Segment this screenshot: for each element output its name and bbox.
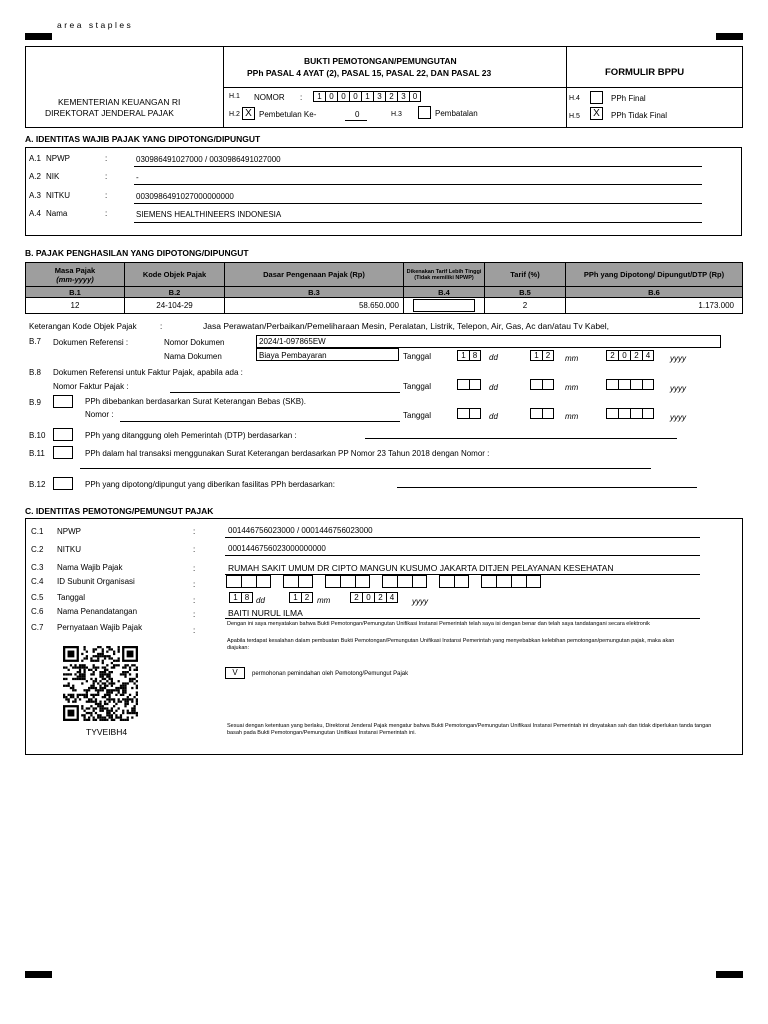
cell-pph: 1.173.000 — [566, 298, 743, 314]
c7-code: C.7 — [31, 623, 44, 632]
digit-cell: 2 — [374, 592, 386, 603]
b8-month-cells — [530, 379, 554, 390]
h4-code: H.4 — [569, 95, 580, 102]
pph-tidak-final-checkbox[interactable]: X — [590, 107, 603, 120]
ket-kode-separator: : — [160, 322, 163, 331]
tax-table — [25, 262, 743, 314]
digit-cell — [469, 408, 481, 419]
c2-separator: : — [193, 545, 196, 554]
b9-label: PPh dibebankan berdasarkan Surat Keterangan Bebas (SKB). — [85, 397, 307, 406]
c1-code: C.1 — [31, 527, 44, 536]
c6-separator: : — [193, 610, 196, 619]
a3-label: NITKU — [46, 191, 70, 200]
digit-cell: 4 — [386, 592, 398, 603]
header-divider-mid — [223, 87, 743, 88]
nomor-label: NOMOR — [254, 93, 285, 102]
code-b6: B.6 — [566, 287, 743, 298]
a3-nitku-value: 0030986491027000000000 — [136, 192, 234, 201]
digit-cell — [530, 379, 542, 390]
cell-tarif-lebih-tinggi — [404, 298, 485, 314]
b7-year-cells — [606, 350, 654, 361]
b7-dd-label: dd — [489, 353, 498, 362]
digit-cell: 2 — [542, 350, 554, 361]
b7-yyyy-label: yyyy — [670, 354, 686, 363]
c1-label: NPWP — [57, 527, 81, 536]
subunit-cell[interactable] — [355, 575, 370, 588]
digit-cell: 0 — [409, 91, 421, 102]
a4-code: A.4 — [29, 209, 42, 218]
a2-code: A.2 — [29, 172, 42, 181]
digit-cell: 2 — [301, 592, 313, 603]
c2-label: NITKU — [57, 545, 81, 554]
digit-cell: 8 — [241, 592, 253, 603]
digit-cell: 1 — [229, 592, 241, 603]
h5-code: H.5 — [569, 113, 580, 120]
th-pph: PPh yang Dipotong/ Dipungut/DTP (Rp) — [566, 263, 743, 287]
b12-label: PPh yang dipotong/dipungut yang diberikan fasilitas PPh berdasarkan: — [85, 480, 335, 489]
b9-nomor-underline — [120, 421, 400, 422]
b8-tanggal-label: Tanggal — [403, 382, 432, 391]
ket-kode-label: Keterangan Kode Objek Pajak — [29, 322, 137, 331]
c4-label: ID Subunit Organisasi — [57, 577, 135, 586]
h2-code: H.2 — [229, 111, 240, 118]
section-b-title: B. PAJAK PENGHASILAN YANG DIPOTONG/DIPUNGUT — [25, 248, 249, 258]
c3-name-value: RUMAH SAKIT UMUM DR CIPTO MANGUN KUSUMO JAKARTA DITJEN PELAYANAN KESEHATAN — [228, 563, 614, 573]
c6-code: C.6 — [31, 607, 44, 616]
digit-cell — [618, 408, 630, 419]
digit-cell: 2 — [385, 91, 397, 102]
faktur-label: Nomor Faktur Pajak : — [53, 382, 129, 391]
c3-label: Nama Wajib Pajak — [57, 563, 123, 572]
digit-cell: 2 — [350, 592, 362, 603]
subunit-cell[interactable] — [526, 575, 541, 588]
b7-month-cells — [530, 350, 554, 361]
footer-legal-note: Sesuai dengan ketentuan yang berlaku, Direktorat Jenderal Pajak mengatur bahwa Bukti Pemotongan/Pemungutan Unifikasi Instansi Pemerintah ini dinyatakan sah dan tidak diperlukan tanda tangan basah pada Bukti Pemotongan/Pemungutan Unifikasi Instansi Pemerintah ini. — [227, 723, 712, 736]
c2-code: C.2 — [31, 545, 44, 554]
digit-cell — [457, 408, 469, 419]
digit-cell — [630, 379, 642, 390]
qr-code-icon — [63, 646, 138, 721]
staples-label: area staples — [57, 20, 134, 30]
a2-underline — [134, 184, 702, 185]
b7-code: B.7 — [29, 337, 42, 346]
a4-separator: : — [105, 209, 108, 218]
b9-code: B.9 — [29, 398, 42, 407]
subunit-cell[interactable] — [397, 575, 412, 588]
digit-cell: 0 — [325, 91, 337, 102]
nama-dokumen-value: Biaya Pembayaran — [259, 351, 327, 360]
b7-mm-label: mm — [565, 354, 579, 363]
b9-mm-label: mm — [565, 412, 579, 421]
document-title-line1: BUKTI PEMOTONGAN/PEMUNGUTAN — [304, 56, 457, 66]
b9-yyyy-label: yyyy — [670, 413, 686, 422]
b8-yyyy-label: yyyy — [670, 384, 686, 393]
c5-dd-label: dd — [256, 596, 265, 605]
qr-code-text: TYVEIBH4 — [86, 727, 128, 737]
subunit-cell[interactable] — [382, 575, 397, 588]
digit-cell — [457, 379, 469, 390]
subunit-cell[interactable] — [454, 575, 469, 588]
a3-separator: : — [105, 191, 108, 200]
c6-underline — [225, 618, 700, 619]
digit-cell: 2 — [630, 350, 642, 361]
b9-nomor-label: Nomor : — [85, 410, 114, 419]
digit-cell — [542, 408, 554, 419]
subunit-cell[interactable] — [226, 575, 241, 588]
b10-label: PPh yang ditanggung oleh Pemerintah (DTP) berdasarkan : — [85, 431, 297, 440]
subunit-cell[interactable] — [298, 575, 313, 588]
b9-month-cells — [530, 408, 554, 419]
b9-dd-label: dd — [489, 412, 498, 421]
subunit-cell[interactable] — [511, 575, 526, 588]
digit-cell: 1 — [361, 91, 373, 102]
code-b4: B.4 — [404, 287, 485, 298]
b10-underline — [365, 438, 677, 439]
subunit-cell[interactable] — [340, 575, 355, 588]
c4-separator: : — [193, 580, 196, 589]
b9-year-cells — [606, 408, 654, 419]
subunit-cell[interactable] — [283, 575, 298, 588]
a1-label: NPWP — [46, 154, 70, 163]
b8-mm-label: mm — [565, 383, 579, 392]
a2-separator: : — [105, 172, 108, 181]
corner-mark-bottom-right — [716, 971, 743, 978]
digit-cell: 1 — [313, 91, 325, 102]
ministry-name: KEMENTERIAN KEUANGAN RI — [58, 97, 181, 107]
b10-code: B.10 — [29, 431, 46, 440]
b9-checkbox[interactable] — [53, 395, 73, 408]
digit-cell: 0 — [349, 91, 361, 102]
a2-nik-value: - — [136, 173, 139, 182]
b9-tanggal-label: Tanggal — [403, 411, 432, 420]
subunit-cell[interactable] — [481, 575, 496, 588]
c1-separator: : — [193, 527, 196, 536]
b8-year-cells — [606, 379, 654, 390]
subunit-cell[interactable] — [241, 575, 256, 588]
c6-label: Nama Penandatangan — [57, 607, 138, 616]
pembetulan-value: 0 — [355, 110, 360, 119]
a3-code: A.3 — [29, 191, 42, 200]
code-b1: B.1 — [26, 287, 125, 298]
corner-mark-top-left — [25, 33, 52, 40]
b12-underline — [397, 487, 697, 488]
cell-masa-pajak: 12 — [26, 298, 125, 314]
corner-mark-bottom-left — [25, 971, 52, 978]
c4-subunit-cells[interactable] — [226, 575, 541, 588]
th-kode-objek: Kode Objek Pajak — [125, 263, 225, 287]
ket-kode-value: Jasa Perawatan/Perbaikan/Pemeliharaan Mesin, Peralatan, Listrik, Telepon, Air, Gas, Ac dan/atau Tv Kabel, — [203, 321, 610, 331]
b8-code: B.8 — [29, 368, 42, 377]
c6-signer-value: BAITI NURUL ILMA — [228, 608, 303, 618]
pph-final-checkbox[interactable] — [590, 91, 603, 104]
c5-code: C.5 — [31, 593, 44, 602]
section-a-title: A. IDENTITAS WAJIB PAJAK YANG DIPOTONG/DIPUNGUT — [25, 134, 261, 144]
nomor-dokumen-label: Nomor Dokumen — [164, 338, 225, 347]
digit-cell: 8 — [469, 350, 481, 361]
c4-code: C.4 — [31, 577, 44, 586]
nomor-dokumen-value: 2024/1-097865EW — [259, 337, 326, 346]
c5-month-cells — [289, 592, 313, 603]
c1-underline — [225, 537, 700, 538]
c5-year-cells — [350, 592, 398, 603]
th-masa-pajak: Masa Pajak (mm-yyyy) — [26, 263, 125, 287]
b11-code: B.11 — [29, 449, 45, 458]
digit-cell — [630, 408, 642, 419]
document-title-line2: PPh PASAL 4 AYAT (2), PASAL 15, PASAL 22, DAN PASAL 23 — [247, 68, 492, 78]
digit-cell — [642, 379, 654, 390]
subunit-cell[interactable] — [412, 575, 427, 588]
pemindahan-checkbox[interactable]: V — [225, 667, 245, 679]
pembetulan-label: Pembetulan Ke- — [259, 110, 317, 119]
digit-cell: 1 — [289, 592, 301, 603]
directorate-name: DIREKTORAT JENDERAL PAJAK — [45, 108, 174, 118]
digit-cell — [469, 379, 481, 390]
b11-underline — [80, 468, 651, 469]
c7-separator: : — [193, 626, 196, 635]
b7-label: Dokumen Referensi : — [53, 338, 129, 347]
c2-nitku-value: 0001446756023000000000 — [228, 544, 326, 553]
th-tarif: Tarif (%) — [485, 263, 566, 287]
b8-label: Dokumen Referensi untuk Faktur Pajak, apabila ada : — [53, 368, 243, 377]
digit-cell: 1 — [530, 350, 542, 361]
b12-code: B.12 — [29, 480, 46, 489]
digit-cell — [530, 408, 542, 419]
pembetulan-checkbox[interactable]: X — [242, 107, 255, 120]
pembatalan-label: Pembatalan — [435, 109, 478, 118]
digit-cell — [618, 379, 630, 390]
b7-tanggal-label: Tanggal — [403, 352, 432, 361]
c5-day-cells — [229, 592, 253, 603]
digit-cell — [606, 408, 618, 419]
a2-label: NIK — [46, 172, 60, 181]
c5-mm-label: mm — [317, 596, 331, 605]
cell-tarif: 2 — [485, 298, 566, 314]
code-b5: B.5 — [485, 287, 566, 298]
c2-underline — [225, 555, 700, 556]
subunit-cell[interactable] — [439, 575, 454, 588]
pembatalan-checkbox[interactable] — [418, 106, 431, 119]
a1-code: A.1 — [29, 154, 42, 163]
corner-mark-top-right — [716, 33, 743, 40]
subunit-cell[interactable] — [325, 575, 340, 588]
cell-kode-objek: 24-104-29 — [125, 298, 225, 314]
digit-cell: 2 — [606, 350, 618, 361]
b8-day-cells — [457, 379, 481, 390]
b8-dd-label: dd — [489, 383, 498, 392]
c3-separator: : — [193, 564, 196, 573]
nomor-digits — [313, 91, 421, 102]
digit-cell: 0 — [362, 592, 374, 603]
digit-cell: 1 — [457, 350, 469, 361]
digit-cell: 3 — [397, 91, 409, 102]
cell-dpp: 58.650.000 — [225, 298, 404, 314]
code-b2: B.2 — [125, 287, 225, 298]
nama-dokumen-label: Nama Dokumen — [164, 352, 222, 361]
a3-underline — [134, 203, 702, 204]
digit-cell — [542, 379, 554, 390]
subunit-cell[interactable] — [496, 575, 511, 588]
code-b3: B.3 — [225, 287, 404, 298]
statement-text-1: Dengan ini saya menyatakan bahwa Bukti Pemotongan/Pemungutan Unifikasi Instansi Pemerintah telah saya isi dengan benar dan telah saya tandatangani secara elektronik — [227, 621, 650, 627]
a4-name-value: SIEMENS HEALTHINEERS INDONESIA — [136, 210, 282, 219]
b11-label: PPh dalam hal transaksi menggunakan Surat Keterangan berdasarkan PP Nomor 23 Tahun 2018 dengan Nomor : — [85, 449, 490, 458]
digit-cell — [606, 379, 618, 390]
a4-label: Nama — [46, 209, 68, 218]
digit-cell: 4 — [642, 350, 654, 361]
pph-tidak-final-label: PPh Tidak Final — [611, 111, 668, 120]
c3-code: C.3 — [31, 563, 44, 572]
pemindahan-label: permohonan pemindahan oleh Pemotong/Pemungut Pajak — [252, 671, 409, 677]
digit-cell: 0 — [337, 91, 349, 102]
b7-day-cells — [457, 350, 481, 361]
th-dpp: Dasar Pengenaan Pajak (Rp) — [225, 263, 404, 287]
a1-npwp-value: 030986491027000 / 0030986491027000 — [136, 155, 281, 164]
form-name: FORMULIR BPPU — [605, 67, 685, 78]
digit-cell: 0 — [618, 350, 630, 361]
c1-npwp-value: 001446756023000 / 0001446756023000 — [228, 526, 373, 535]
digit-cell — [642, 408, 654, 419]
b11-checkbox[interactable] — [53, 446, 73, 459]
a1-separator: : — [105, 154, 108, 163]
a4-underline — [134, 222, 702, 223]
digit-cell: 3 — [373, 91, 385, 102]
b10-checkbox[interactable] — [53, 428, 73, 441]
a1-underline — [134, 166, 702, 167]
section-c-title: C. IDENTITAS PEMOTONG/PEMUNGUT PAJAK — [25, 506, 214, 516]
statement-text-2: Apabila terdapat kesalahan dalam pembuatan Bukti Pemotongan/Pemungutan Unifikasi Instansi Pemerintah yang menyebabkan kelebihan pemotongan/pemungutan pajak, maka akan diajukan: — [227, 638, 675, 651]
pembetulan-underline — [345, 120, 367, 121]
th-tarif-lebih-tinggi: Dikenakan Tarif Lebih Tinggi (Tidak memiliki NPWP) — [404, 263, 485, 287]
c5-label: Tanggal — [57, 593, 86, 602]
c5-separator: : — [193, 596, 196, 605]
pph-final-label: PPh Final — [611, 94, 646, 103]
h1-code: H.1 — [229, 93, 240, 100]
c5-yyyy-label: yyyy — [412, 597, 428, 606]
b9-day-cells — [457, 408, 481, 419]
b12-checkbox[interactable] — [53, 477, 73, 490]
subunit-cell[interactable] — [256, 575, 271, 588]
faktur-underline — [170, 392, 400, 393]
h3-code: H.3 — [391, 111, 402, 118]
nomor-separator: : — [300, 93, 303, 102]
c7-label: Pernyataan Wajib Pajak — [57, 623, 143, 632]
